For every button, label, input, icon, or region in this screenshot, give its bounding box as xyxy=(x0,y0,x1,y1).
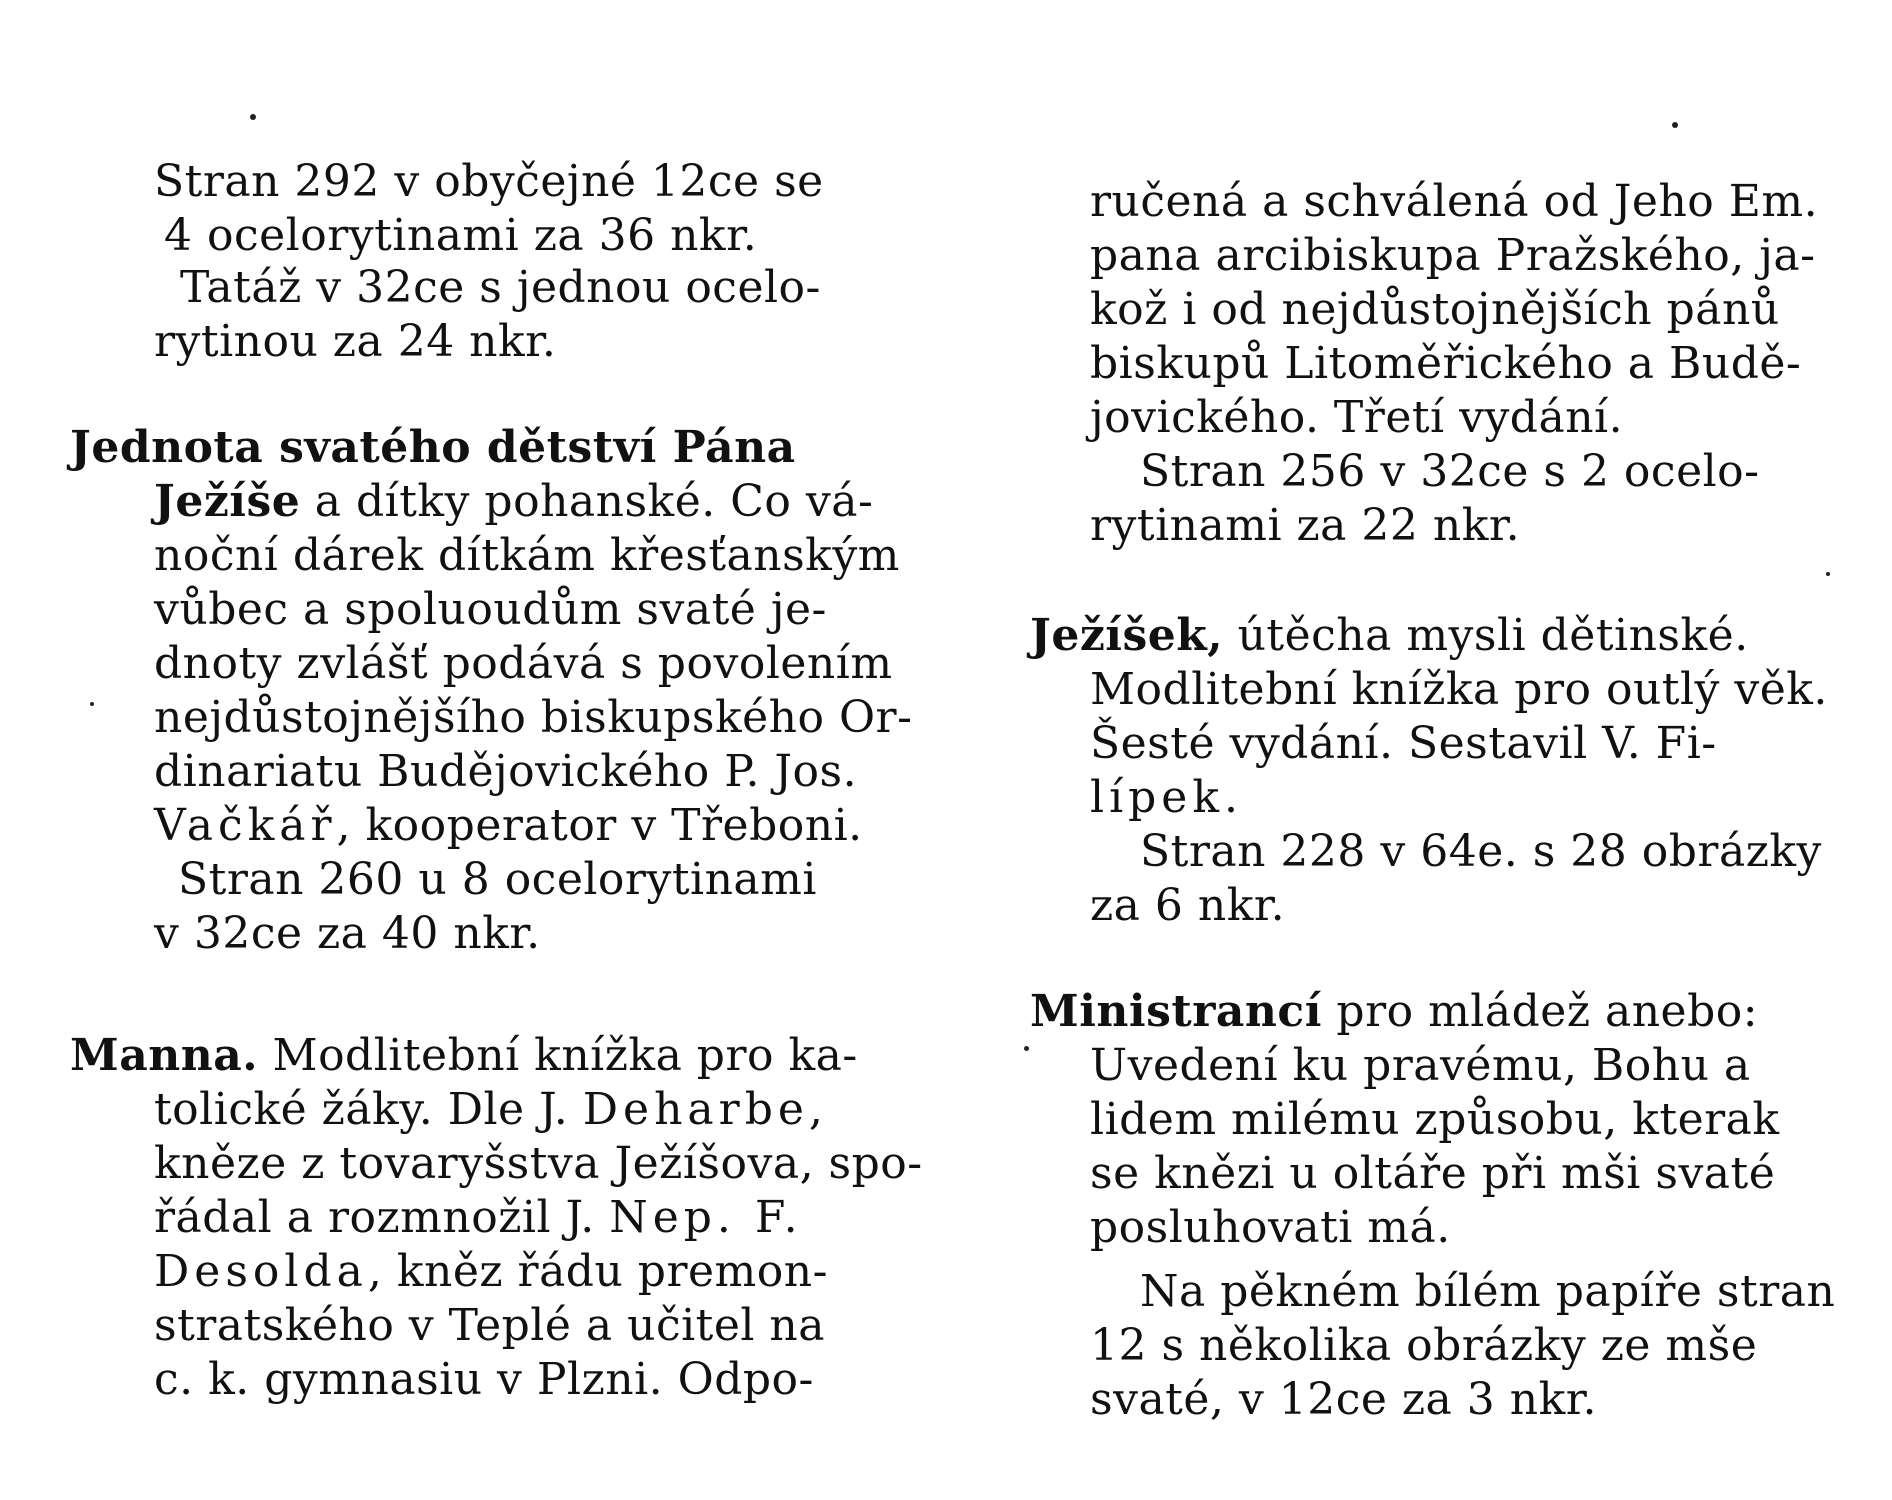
text-line: Stran 228 v 64e. s 28 obrázky xyxy=(1140,826,1822,877)
text-line: biskupů Litoměřického a Budě- xyxy=(1090,338,1802,389)
scan-speck xyxy=(1826,572,1830,576)
text-line xyxy=(154,1192,803,1244)
text-span: Modlitební knížka pro ka- xyxy=(258,1030,858,1081)
text-line: rytinou za 24 nkr. xyxy=(154,316,557,367)
text-line: Modlitební knížka pro outlý věk. xyxy=(1090,664,1828,715)
text-line: stratského v Teplé a učitel na xyxy=(154,1300,826,1351)
text-line xyxy=(70,1030,858,1082)
text-span: , xyxy=(808,1084,824,1135)
text-line xyxy=(154,1246,828,1298)
text-span: , kněz řádu premon- xyxy=(367,1246,828,1297)
text-line: jovického. Třetí vydání. xyxy=(1090,392,1624,443)
text-line: posluhovati má. xyxy=(1090,1202,1451,1253)
text-span: , kooperator v Třeboni. xyxy=(336,800,863,851)
text-line: nejdůstojnějšího biskupského Or- xyxy=(154,692,913,743)
scan-speck xyxy=(90,702,94,706)
text-line: za 6 nkr. xyxy=(1090,880,1286,931)
text-line: ručená a schválená od Jeho Em. xyxy=(1090,176,1819,227)
author-name: Deharbe xyxy=(582,1084,809,1135)
author-name: Nep. F. xyxy=(609,1192,803,1243)
text-line: Stran 256 v 32ce s 2 ocelo- xyxy=(1140,446,1760,497)
entry-title: Ministrancí xyxy=(1030,986,1322,1037)
text-line: svaté, v 12ce za 3 nkr. xyxy=(1090,1374,1597,1425)
text-line: kož i od nejdůstojnějších pánů xyxy=(1090,284,1780,335)
text-line: Tatáž v 32ce s jednou ocelo- xyxy=(180,262,821,313)
text-line: Stran 260 u 8 ocelorytinami xyxy=(178,854,817,905)
text-line: 12 s několika obrázky ze mše xyxy=(1090,1320,1758,1371)
text-line xyxy=(1030,986,1758,1038)
scan-speck xyxy=(1024,1046,1029,1051)
entry-title-continuation: Ježíše xyxy=(154,476,301,527)
text-line: Stran 292 v obyčejné 12ce se xyxy=(154,156,824,207)
text-line: rytinami za 22 nkr. xyxy=(1090,500,1521,551)
text-line: Uvedení ku pravému, Bohu a xyxy=(1090,1040,1751,1091)
text-line xyxy=(1030,610,1749,662)
text-line: vůbec a spoluoudům svaté je- xyxy=(154,584,827,635)
entry-title: Ježíšek, xyxy=(1030,610,1224,661)
text-line: 4 ocelorytinami za 36 nkr. xyxy=(164,210,758,261)
text-line xyxy=(154,1084,823,1136)
author-name: Vačkář xyxy=(154,800,337,851)
text-line xyxy=(154,476,873,528)
text-line: Na pěkném bílém papíře stran xyxy=(1140,1266,1836,1317)
text-span: útěcha mysli dětinské. xyxy=(1223,610,1749,661)
scan-speck xyxy=(250,114,256,120)
text-line: Šesté vydání. Sestavil V. Fi- xyxy=(1090,718,1717,769)
text-line: lípek. xyxy=(1090,772,1243,823)
text-line: noční dárek dítkám křesťanským xyxy=(154,530,900,581)
text-line: se knězi u oltáře při mši svaté xyxy=(1090,1148,1776,1199)
entry-title: Manna. xyxy=(70,1030,259,1081)
entry-title: Jednota svatého dětství Pána xyxy=(70,422,796,473)
text-line: lidem milému způsobu, kterak xyxy=(1090,1094,1780,1145)
text-span: tolické žáky. Dle J. xyxy=(154,1084,583,1135)
text-span: pro mládež anebo: xyxy=(1321,986,1759,1037)
text-line: kněze z tovaryšstva Ježíšova, spo- xyxy=(154,1138,923,1189)
text-line: pana arcibiskupa Pražského, ja- xyxy=(1090,230,1816,281)
text-line: c. k. gymnasiu v Plzni. Odpo- xyxy=(154,1354,814,1405)
text-line: dnoty zvlášť podává s povolením xyxy=(154,638,893,689)
scan-speck xyxy=(1672,122,1678,128)
text-line: v 32ce za 40 nkr. xyxy=(154,908,541,959)
text-line: dinariatu Budějovického P. Jos. xyxy=(154,746,858,797)
text-span: a dítky pohanské. Co vá- xyxy=(300,476,874,527)
text-line xyxy=(154,800,863,852)
author-name: Desolda xyxy=(154,1246,368,1297)
text-span: řádal a rozmnožil J. xyxy=(154,1192,610,1243)
